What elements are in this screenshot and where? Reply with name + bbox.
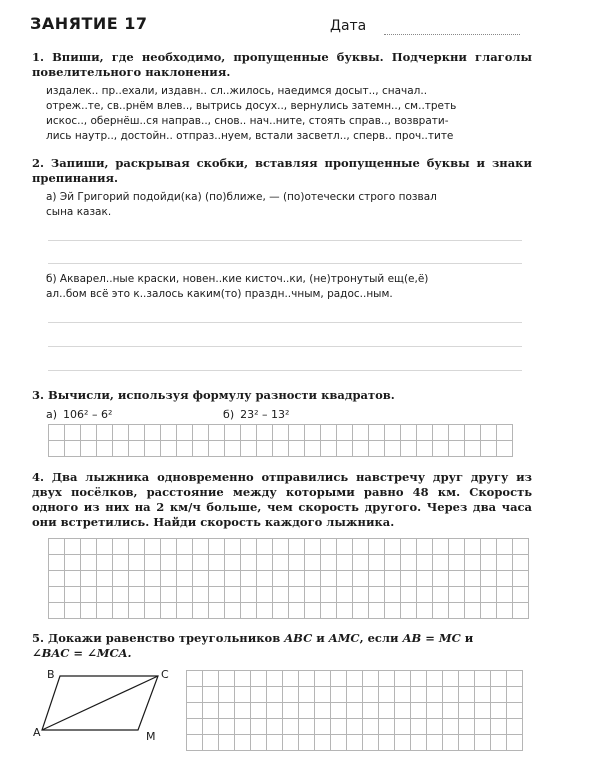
task-2b (32, 272, 532, 302)
triangle-abc: ABC (284, 631, 313, 645)
task-1-line-4: лись наутр.., достойн.. отпраз..нуем, встали засветл.., сперв.. проч..тите (46, 130, 454, 142)
answer-line[interactable] (48, 322, 522, 323)
task-2b-line-1: б) Акварел..ные краски, новен..кие кисточ..ки, (не)тронутый ещ(е,ё) (46, 273, 429, 285)
answer-line[interactable] (48, 346, 522, 347)
task-1 (32, 50, 532, 144)
task-1-line-3: искос.., обернёш..ся направ.., снов.. нач..ните, стоять справ.., возврати- (46, 115, 449, 127)
task-2a-line-1: а) Эй Григорий подойди(ка) (по)ближе, — (по)отечески строго позвал (46, 191, 437, 203)
equality-ab-mc: AB = MC (402, 631, 461, 645)
vertex-c-label: C (161, 668, 169, 681)
vertex-b-label: B (47, 668, 55, 681)
vertex-a-label: A (33, 726, 41, 739)
task-4 (32, 470, 532, 530)
triangle-amc: AMC (328, 631, 360, 645)
task-3a-label: а) (46, 408, 58, 421)
task-3b-label: б) (223, 408, 235, 421)
answer-line[interactable] (48, 240, 522, 241)
task-3b-expression: 23² – 13² (240, 408, 290, 421)
task-2b-line-2: ал..бом всё это к..залось каким(то) праздн..чным, радос..ным. (46, 288, 393, 300)
date-label: Дата (330, 18, 367, 34)
task-3 (32, 388, 532, 422)
date-field[interactable] (384, 34, 520, 35)
vertex-m-label: M (146, 730, 156, 743)
answer-line[interactable] (48, 263, 522, 264)
answer-grid[interactable] (48, 538, 529, 619)
answer-grid[interactable] (186, 670, 523, 751)
task-5-angle-condition: ∠BAC = ∠MCA. (32, 646, 132, 660)
parallelogram-figure (40, 668, 180, 748)
task-2 (32, 156, 532, 220)
task-2a-line-2: сына казак. (46, 206, 112, 218)
task-4-text: 4. Два лыжника одновременно отправились навстречу друг другу из двух посёлков, расстояние между которыми равно 48 км. Скорость одного из них на 2 км/ч больше, чем скорость другого. Через два часа они встретились. Найди скорость каждого лыжника. (32, 470, 532, 529)
lesson-title: ЗАНЯТИЕ 17 (30, 14, 148, 33)
task-5 (32, 631, 532, 661)
task-5-heading: 5. Докажи равенство треугольников ABC и AMC, если AB = MC и (32, 631, 474, 645)
task-1-heading: 1. Впиши, где необходимо, пропущенные буквы. Подчеркни глаголы повелительного наклонения. (32, 50, 532, 79)
answer-line[interactable] (48, 370, 522, 371)
task-1-line-2: отреж..те, св..рнём влев.., вытрись досух.., вернулись затемн.., см..треть (46, 100, 457, 112)
task-1-line-1: издалек.. пр..ехали, издавн.. сл..жилось, наедимся досыт.., сначал.. (46, 85, 428, 97)
answer-grid[interactable] (48, 424, 513, 457)
task-2-heading: 2. Запиши, раскрывая скобки, вставляя пропущенные буквы и знаки препинания. (32, 156, 532, 185)
task-3a-expression: 106² – 6² (63, 408, 113, 421)
task-3-heading: 3. Вычисли, используя формулу разности квадратов. (32, 388, 395, 402)
